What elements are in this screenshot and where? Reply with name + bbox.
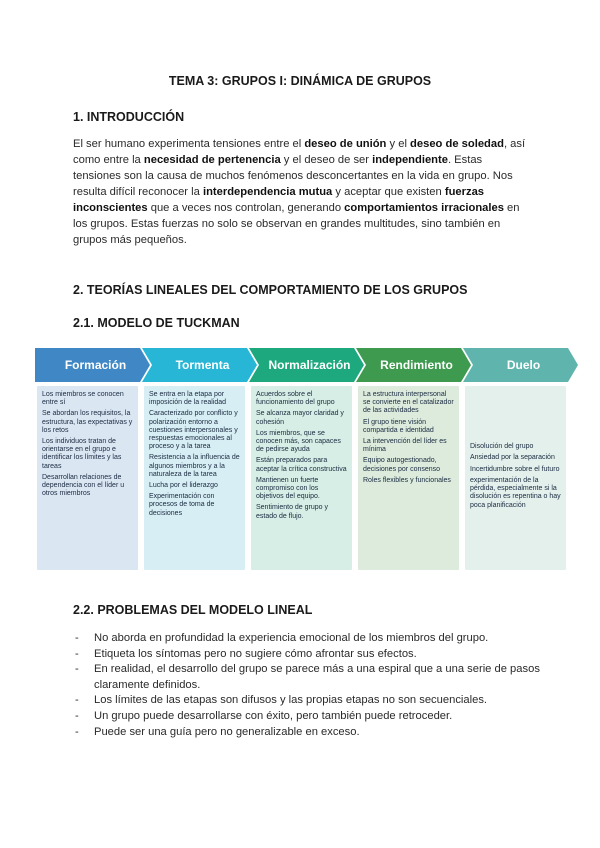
stage-item: Ansiedad por la separación <box>470 454 555 462</box>
stage-item: Caracterizado por conflicto y polarización entorno a cuestiones interpersonales y respuestas emocionales al proceso y a la tarea <box>149 410 238 451</box>
list-item <box>75 693 555 709</box>
list-item <box>75 631 555 647</box>
stage-chevron <box>356 348 471 382</box>
stage-item: Experimentación con procesos de toma de decisiones <box>149 493 215 517</box>
list-item-text: Los límites de las etapas son difusos y las propias etapas no son secuenciales. <box>94 694 488 707</box>
stage-description-box <box>358 386 459 570</box>
stage-item: La estructura interpersonal se convierte en el catalizador de las actividades <box>363 391 454 415</box>
dash-bullet-icon: - <box>75 725 79 738</box>
stage-item: Disolución del grupo <box>470 443 534 451</box>
stage-chevron <box>35 348 150 382</box>
stage-item: Resistencia a la influencia de algunos miembros y a la naturaleza de la tarea <box>149 454 240 478</box>
stage-item: Desarrollan relaciones de dependencia con el líder u otros miembros <box>42 473 125 498</box>
subheading-problemas: 2.2. PROBLEMAS DEL MODELO LINEAL <box>73 603 313 617</box>
text-run: que a veces nos controlan, generando <box>147 202 345 214</box>
dash-bullet-icon: - <box>75 632 79 644</box>
text-run: . Estas tensiones son la causa de muchos fenómenos desconcertantes en la vida en grupo. Nos resulta difícil reconocer la <box>73 154 513 198</box>
problems-list <box>75 631 555 740</box>
stage-name: Tormenta <box>175 358 230 372</box>
tuckman-diagram <box>35 348 580 570</box>
stage-item: Roles flexibles y funcionales <box>363 476 451 484</box>
text-run: y el <box>386 138 411 150</box>
stage-item: Se entra en la etapa por imposición de la realidad <box>149 391 227 407</box>
stage-name: Rendimiento <box>380 358 453 372</box>
intro-paragraph <box>73 136 533 248</box>
dash-bullet-icon: - <box>75 647 79 660</box>
stage-item: Lucha por el liderazgo <box>149 482 218 490</box>
stage-item: Se abordan los requisitos, la estructura, las expectativas y los retos <box>42 410 133 434</box>
list-item <box>75 725 555 741</box>
dash-bullet-icon: - <box>75 709 79 722</box>
text-run: en los grupos. Estas fuerzas no solo se observan en grandes multitudes, sino también en grupos más pequeños. <box>73 202 520 246</box>
text-run: y el deseo de ser <box>280 154 373 166</box>
stage-item: Sentimiento de grupo y estado de flujo. <box>256 504 328 520</box>
stage-description-box <box>251 386 352 570</box>
stage-name: Duelo <box>506 358 541 372</box>
bold-term: comportamientos irracionales <box>344 202 504 214</box>
stage-description-box <box>144 386 245 570</box>
stage-item: Mantienen un fuerte compromiso con los objetivos del equipo. <box>256 476 320 501</box>
text-run: , así como entre la <box>73 138 526 166</box>
list-item-text: No aborda en profundidad la experiencia emocional de los miembros del grupo. <box>94 632 489 644</box>
bold-term: deseo de unión <box>304 138 387 150</box>
bold-term: independiente <box>372 154 448 166</box>
list-item-text: En realidad, el desarrollo del grupo se parece más a una espiral que a una serie de pasos claramente definidos. <box>94 663 540 691</box>
list-item-text: Etiqueta los síntomas pero no sugiere cómo afrontar sus efectos. <box>94 647 417 660</box>
list-item <box>75 709 555 725</box>
list-item <box>75 662 555 693</box>
stage-item: El grupo tiene visión compartida e identidad <box>363 418 434 434</box>
stage-description-box <box>37 386 138 570</box>
page-title: TEMA 3: GRUPOS I: DINÁMICA DE GRUPOS <box>168 74 432 88</box>
section-heading-introduccion: 1. INTRODUCCIÓN <box>73 110 185 124</box>
stage-name: Normalización <box>268 358 351 372</box>
stage-item: Los individuos tratan de orientarse en el grupo e identificar los límites y las tareas <box>42 438 122 470</box>
list-item-text: Un grupo puede desarrollarse con éxito, pero también puede retroceder. <box>94 709 453 722</box>
stage-item: experimentación de la pérdida, especialmente si la disolución es repentina o hay poca planificación <box>470 476 561 509</box>
dash-bullet-icon: - <box>75 663 79 676</box>
section-heading-teorias: 2. TEORÍAS LINEALES DEL COMPORTAMIENTO DE LOS GRUPOS <box>73 283 468 297</box>
list-item-text: Puede ser una guía pero no generalizable en exceso. <box>94 725 360 738</box>
text-run: El ser humano experimenta tensiones entre el <box>73 138 305 150</box>
stage-item: Los miembros se conocen entre sí <box>42 391 124 407</box>
bold-term: interdependencia mutua <box>202 186 333 198</box>
subheading-tuckman: 2.1. MODELO DE TUCKMAN <box>73 316 240 330</box>
stage-chevron <box>142 348 257 382</box>
stage-chevron <box>249 348 364 382</box>
stage-item: Incertidumbre sobre el futuro <box>470 465 560 473</box>
stage-item: Los miembros, que se conocen más, son capaces de pedirse ayuda <box>256 429 341 454</box>
stage-item: Están preparados para aceptar la crítica constructiva <box>256 457 347 473</box>
bold-term: necesidad de pertenencia <box>143 154 281 166</box>
bold-term: deseo de soledad <box>410 138 504 150</box>
text-run: y aceptar que existen <box>332 186 445 198</box>
list-item <box>75 647 555 663</box>
bold-term: fuerzas inconscientes <box>73 186 485 214</box>
stage-description-box <box>465 386 566 570</box>
stage-name: Formación <box>64 358 127 372</box>
stage-chevron <box>463 348 578 382</box>
stage-item: Se alcanza mayor claridad y cohesión <box>256 410 344 426</box>
stage-item: La intervención del líder es mínima <box>363 438 447 454</box>
stage-item: Acuerdos sobre el funcionamiento del grupo <box>256 391 335 407</box>
stage-item: Equipo autogestionado, decisiones por consenso <box>363 457 441 473</box>
dash-bullet-icon: - <box>75 694 79 707</box>
